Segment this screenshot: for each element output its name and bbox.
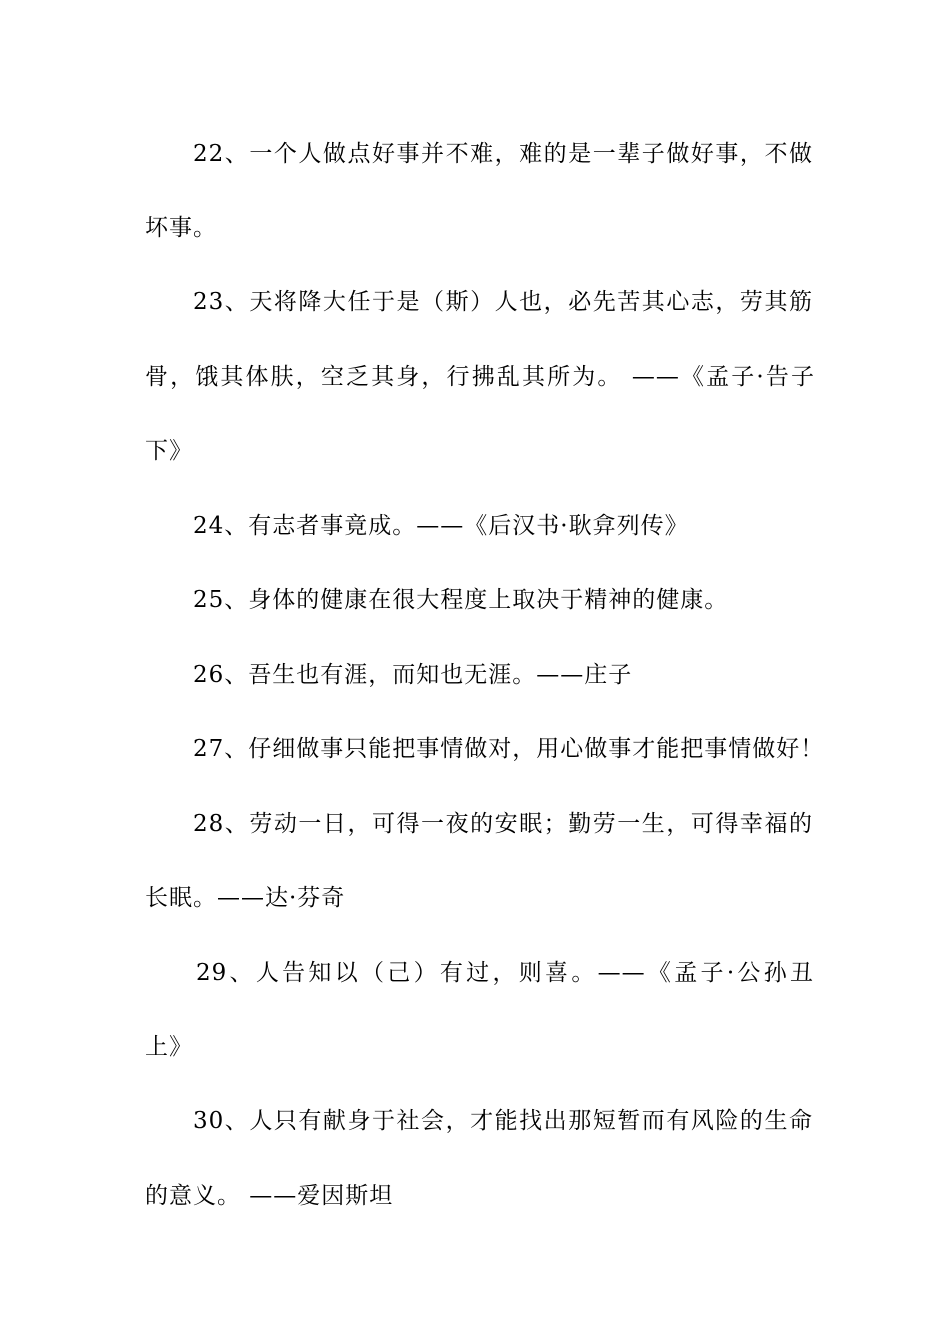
quote-28-line-2: 长眠。——达·芬奇 <box>145 885 346 911</box>
quote-23-line-1: 23、天将降大任于是（斯）人也，必先苦其心志，劳其筋 <box>193 289 813 315</box>
quote-28-line-1: 28、劳动一日，可得一夜的安眠；勤劳一生，可得幸福的 <box>193 811 813 837</box>
quote-30-line-2: 的意义。 ——爱因斯坦 <box>145 1183 394 1209</box>
quote-24-line-1: 24、有志者事竟成。——《后汉书·耿弇列传》 <box>193 513 689 539</box>
quote-27-line-1: 27、仔细做事只能把事情做对，用心做事才能把事情做好！ <box>193 736 825 762</box>
quote-29-line-1: 29、人告知以（己）有过，则喜。——《孟子·公孙丑 <box>196 960 814 986</box>
quote-23-line-3: 下》 <box>145 438 193 464</box>
quote-23-line-2: 骨，饿其体肤，空乏其身，行拂乱其所为。 ——《孟子·告子 <box>145 364 815 390</box>
quote-30-line-1: 30、人只有献身于社会，才能找出那短暂而有风险的生命 <box>193 1108 813 1134</box>
quote-25-line-1: 25、身体的健康在很大程度上取决于精神的健康。 <box>193 587 729 613</box>
quote-22-line-1: 22、一个人做点好事并不难，难的是一辈子做好事，不做 <box>193 141 813 167</box>
quote-22-line-2: 坏事。 <box>145 215 217 241</box>
quote-29-line-2: 上》 <box>145 1034 193 1060</box>
quote-26-line-1: 26、吾生也有涯，而知也无涯。——庄子 <box>193 662 633 688</box>
